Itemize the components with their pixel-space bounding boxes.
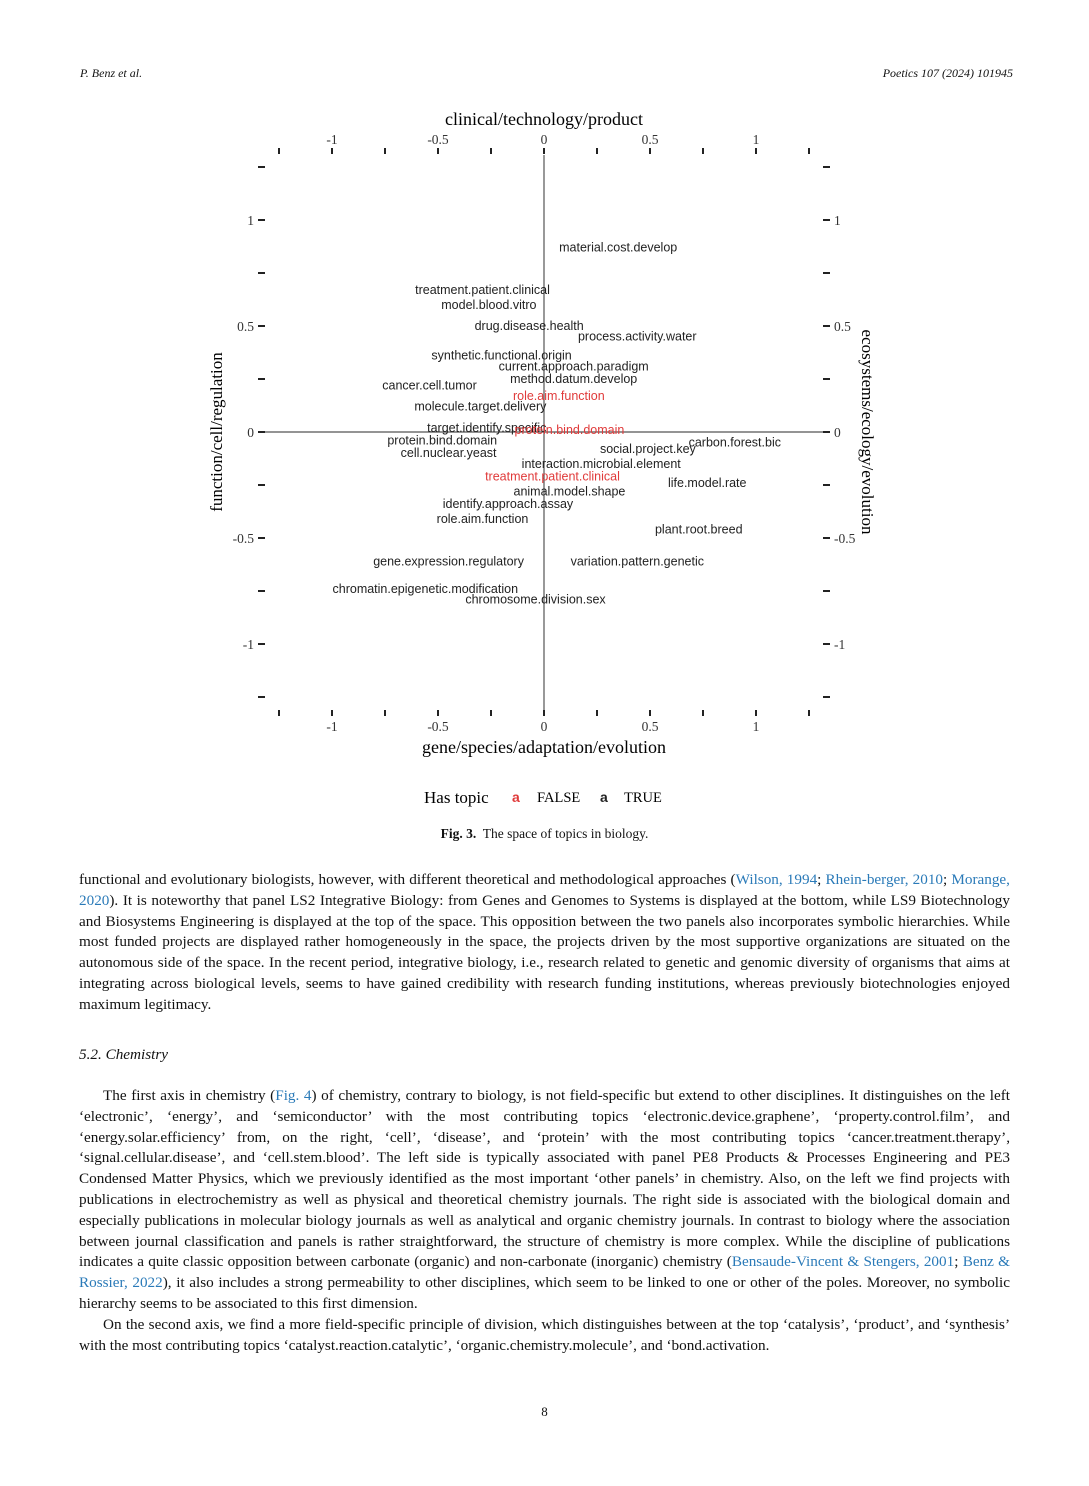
topic-point-label: cell.nuclear.yeast [400,446,497,461]
topic-point-label: carbon.forest.bic [688,435,782,450]
section-title-chemistry: 5.2. Chemistry [79,1046,169,1063]
paragraph-1 [79,870,1010,1016]
paragraph-text: The first axis in chemistry ( [103,1087,276,1104]
x-top-tick-label: 0 [540,132,548,147]
x-top-tick-label: -1 [326,132,338,147]
x-axis-bottom-title: gene/species/adaptation/evolution [422,737,666,757]
citation-link[interactable]: Rhein-berger, 2010 [825,871,944,888]
x-top-tick-label: 0.5 [641,132,659,147]
y-axis-right-title: ecosystems/ecology/evolution [858,329,877,535]
paragraph-text: ; [817,871,826,888]
topic-point-label: treatment.patient.clinical [415,282,550,297]
topic-point-label: interaction.microbial.element [521,456,681,471]
topic-point-label: identify.approach.assay [442,497,574,512]
y-right-tick-label: 0.5 [834,319,851,334]
topic-point-label: synthetic.functional.origin [431,348,572,363]
y-right-tick-label: 1 [834,213,841,228]
topic-point-label: process.activity.water [577,329,697,344]
topic-point-label: gene.expression.regulatory [373,554,524,569]
topic-point-label: protein.bind.domain [514,422,625,437]
page-number: 8 [541,1404,548,1419]
topic-point-label: life.model.rate [667,475,747,490]
chemistry-text [79,1086,1010,1356]
x-top-tick-label: -0.5 [427,132,449,147]
topic-point-label: role.aim.function [436,511,529,526]
x-bottom-tick-label: 0.5 [641,719,659,734]
paragraph-2 [79,1086,1010,1315]
topic-point-label: method.datum.develop [510,372,638,386]
paragraph-3 [79,1315,1010,1357]
topic-point-label: model.blood.vitro [441,297,537,312]
legend-title: Has topic [424,788,489,807]
citation-link[interactable]: Morange, 2020 [79,871,1010,909]
citation-link[interactable]: Fig. 4 [275,1087,312,1104]
header-journal: Poetics 107 (2024) 101945 [882,66,1013,80]
topic-point-label: chromatin.epigenetic.modification [332,581,519,596]
y-right-tick-label: -1 [834,637,846,652]
topic-point-label: plant.root.breed [654,522,743,537]
y-left-tick-label: 1 [247,213,254,228]
x-bottom-tick-label: 0 [540,719,548,734]
citation-link[interactable]: Benz & Rossier, 2022 [79,1253,1010,1292]
topic-point-label: protein.bind.domain [387,433,498,448]
topic-point-label: material.cost.develop [559,240,678,255]
topic-point-label: drug.disease.health [474,319,584,333]
caption-text: The space of topics in biology. [482,826,649,841]
y-left-tick-label: 0.5 [237,319,254,334]
topic-point-label: role.aim.function [512,388,605,403]
paragraph-text: ; [954,1253,963,1271]
y-left-tick-label: -0.5 [232,531,254,546]
paragraph-biology-conclusion [79,870,1010,1016]
y-right-tick-label: 0 [834,425,841,440]
topic-point-label: cancer.cell.tumor [382,378,477,393]
paragraph-text: ). It is noteworthy that panel LS2 Integrative Biology: from Genes and Genomes to Systems is displayed at the bottom, while LS9 Biotechnology and Biosystems Engineering is displayed at the top of the space. This opposition between the two panels also incorporates symbolic hierarchies. While most funded projects are displayed rather homogeneously in the space, the projects driven by the most supportive organizations are situated on the autonomous side of the space. In the recent period, integrative biology, i.e., research related to genetic and genomic diversity of organisms that aims at integrating across biological levels, seems to have gained credibility with research funding institutions, whereas previously biotechnologies enjoyed maximum legitimacy. [79,891,1010,1013]
topic-point-label: target.identify.specific [427,420,547,435]
paragraph-text: ; [943,871,952,888]
paragraph-text: ) of chemistry, contrary to biology, is not field-specific but extend to other disciplines. It distinguishes on the left ‘electronic’, ‘energy’, and ‘semiconductor’ with the most contributing topics ‘electronic.device.graphene’, ‘property.control.film’, and ‘energy.solar.efficiency’ from, on the right, ‘cell’, ‘disease’, and ‘protein’ with the most contributing topics ‘cancer.treatment.therapy’, ‘signal.cellular.disease’, and ‘cell.stem.blood’. The left side is typically associated with panel PE8 Products & Processes Engineering and PE3 Condensed Matter Physics, which we previously identified as the most important ‘other panels’ in chemistry. Also, on the left we find projects with publications in electrochemistry as well as physical and theoretical chemistry journals. The right side is associated with the biological domain and especially publications in molecular biology journals as well as analytical and organic chemistry journals. In contrast to biology where the association between journal classification and panels is rather straightforward, the structure of chemistry is more complex. While the discipline of publications indicates a quite classic opposition between carbonate (organic) and non-carbonate (inorganic) chemistry ( [79,1087,1011,1271]
y-axis-left-title: function/cell/regulation [207,352,226,512]
paragraph-text: ), it also includes a strong permeability to other disciplines, which seem to be linked to one or other of the poles. Moreover, no symbolic hierarchy seems to be associated to this first dimension. [79,1274,1010,1312]
paragraph-text: On the second axis, we find a more field-specific principle of division, which distinguishes between at the top ‘catalysis’, ‘product’, and ‘synthesis’ with the most contributing topics ‘catalyst.reaction.catalytic’, ‘organic.chemistry.molecule’, and ‘bond.activation. [79,1315,1010,1354]
topic-point-label: social.project.key [599,441,696,456]
x-axis-top-title: clinical/technology/product [445,109,643,129]
x-bottom-tick-label: -0.5 [427,719,449,734]
header-authors: P. Benz et al. [80,66,143,80]
figure-caption [0,826,1089,842]
x-bottom-tick-label: -1 [326,719,338,734]
legend-label-true: TRUE [624,790,662,806]
topic-point-label: chromosome.division.sex [465,592,606,607]
topic-point-label: treatment.patient.clinical [485,469,620,484]
topic-point-label: variation.pattern.genetic [570,554,704,569]
caption-label: Fig. 3. [440,826,477,841]
citation-link[interactable]: Bensaude-Vincent & Stengers, 2001 [731,1253,955,1271]
y-left-tick-label: -1 [242,637,254,652]
topic-point-label: current.approach.paradigm [498,359,649,374]
x-top-tick-label: 1 [752,132,760,147]
x-bottom-tick-label: 1 [752,719,760,734]
chart-legend [424,788,662,807]
y-left-tick-label: 0 [247,425,254,440]
legend-label-false: FALSE [537,790,581,806]
topic-point-label: animal.model.shape [513,484,626,499]
y-right-tick-label: -0.5 [834,531,856,546]
topic-point-label: molecule.target.delivery [414,399,547,414]
paragraph-text: functional and evolutionary biologists, however, with different theoretical and methodological approaches ( [79,871,736,888]
legend-key-false: a [512,789,520,805]
legend-key-true: a [600,789,608,805]
citation-link[interactable]: Wilson, 1994 [735,871,818,888]
